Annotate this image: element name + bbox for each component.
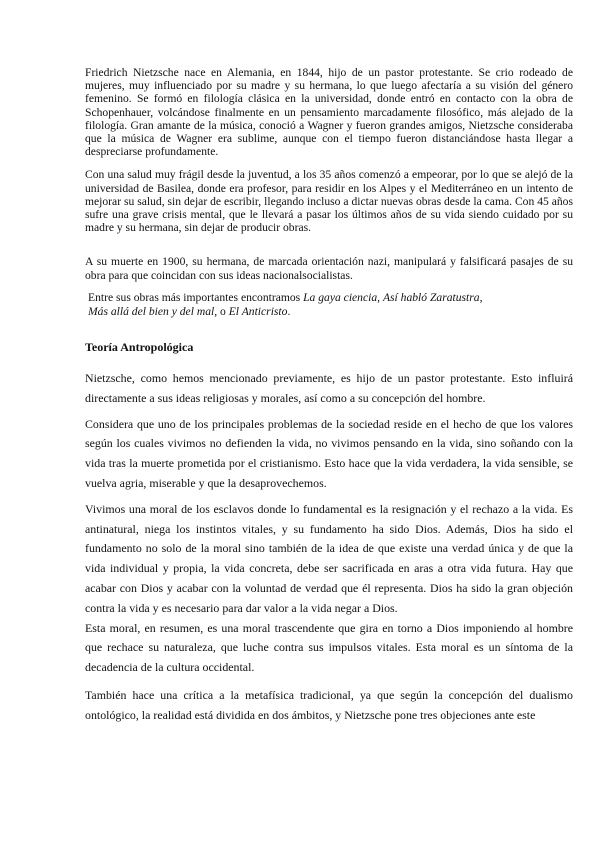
bio-paragraph-2: Con una salud muy frágil desde la juventud, a los 35 años comenzó a empeorar, por lo que se alejó de la universidad de Basilea, donde era profesor, para residir en los Alpes y el Mediterráneo en un intento de mejorar su salud, sin dejar de escribir, llegando incluso a dictar nuevas obras desde la cama. Con 45 años sufre una grave crisis mental, que le llevará a pasar los últimos años de su vida siendo cuidado por su madre y su hermana, sin dejar de producir obras.: [85, 168, 573, 235]
work-title: Así habló Zaratustra: [382, 290, 480, 304]
document-page: [85, 66, 573, 726]
bio-paragraph-1: Friedrich Nietzsche nace en Alemania, en 1844, hijo de un pastor protestante. Se crio rodeado de mujeres, muy influenciado por su madre y su hermana, lo que luego afectaría a su visión del género femenino. Se formó en filología clásica en la universidad, donde entró en contacto con la obra de Schopenhauer, volcándose finalmente en un pensamiento marcadamente filosófico, más alejado de la filología. Gran amante de la música, conoció a Wagner y fueron grandes amigos, Nietzsche consideraba que la música de Wagner era sublime, aunque con el tiempo fueron distanciándose hasta llegar a despreciarse profundamente.: [85, 66, 573, 159]
theory-paragraph-2: Considera que uno de los principales problemas de la sociedad reside en el hecho de que los valores según los cuales vivimos no defienden la vida, no vivimos pensando en la vida, sino soñando con la vida tras la muerte prometida por el cristianismo. Esto hace que la vida verdadera, la vida sensible, se vuelva agria, miserable y que la desaprovechemos.: [85, 416, 573, 491]
theory-paragraph-4: Esta moral, en resumen, es una moral trascendente que gira en torno a Dios imponiendo al hombre que rechace su naturaleza, que luche contra sus impulsos vitales. Esta moral es un síntoma de la decadencia de la cultura occidental.: [85, 620, 573, 675]
theory-paragraph-5: También hace una crítica a la metafísica tradicional, ya que según la concepción del dualismo ontológico, la realidad está dividida en dos ámbitos, y Nietzsche pone tres objeciones ante este: [85, 687, 573, 722]
theory-paragraph-3: Vivimos una moral de los esclavos donde lo fundamental es la resignación y el rechazo a la vida. Es antinatural, niega los instintos vitales, y su fundamento ha sido Dios. Además, Dios ha sido el fundamento no solo de la moral sino también de la idea de que existe una verdad única y de que la vida individual y propia, la vida concreta, debe ser sacrificada en aras a otra vida futura. Hay que acabar con Dios y acabar con la voluntad de verdad que él representa. Dios ha sido la gran objeción contra la vida y es necesario para dar valor a la vida negar a Dios.: [85, 501, 573, 615]
separator: ,: [377, 290, 383, 304]
work-title: El Anticristo: [228, 305, 288, 319]
work-title: La gaya ciencia: [303, 290, 378, 304]
bio-paragraph-3: A su muerte en 1900, su hermana, de marcada orientación nazi, manipulará y falsificará pasajes de su obra para que coincidan con sus ideas nacionalsocialistas.: [85, 255, 573, 282]
separator: .: [287, 305, 291, 319]
work-title: Más allá del bien y del mal: [88, 305, 215, 319]
section-heading: Teoría Antropológica: [85, 340, 194, 355]
works-paragraph: [85, 291, 573, 320]
works-intro: Entre sus obras más importantes encontramos: [88, 290, 304, 304]
theory-paragraph-1: Nietzsche, como hemos mencionado previamente, es hijo de un pastor protestante. Esto influirá directamente a sus ideas religiosas y morales, así como a su concepción del hombre.: [85, 371, 573, 405]
separator: ,: [479, 290, 483, 304]
separator: , o: [214, 305, 229, 319]
